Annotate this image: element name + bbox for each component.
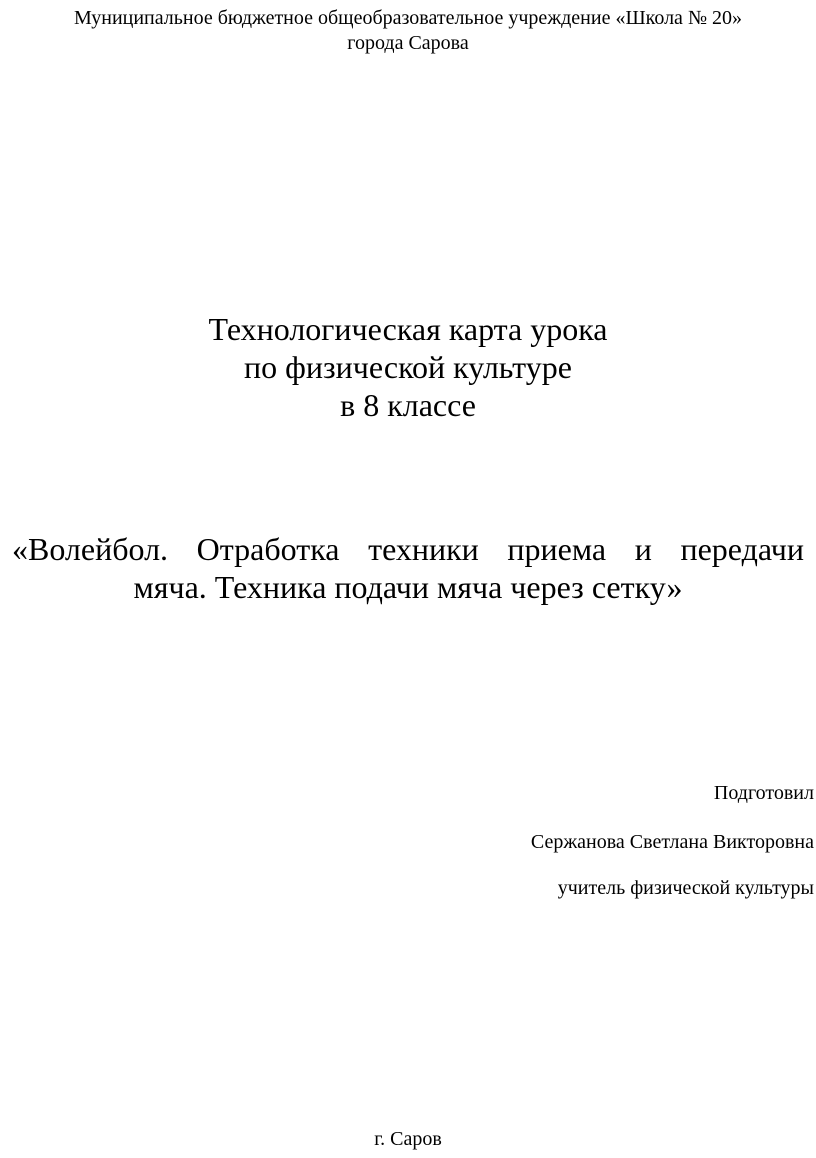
- title-line-1: Технологическая карта урока: [208, 311, 608, 347]
- document-title: [0, 310, 816, 424]
- topic-line-2: мяча. Техника подачи мяча через сетку»: [133, 569, 683, 605]
- institution-header: [0, 6, 816, 56]
- topic-line-1: «Волейбол. Отработка техники приема и передачи: [12, 531, 804, 567]
- prepared-by-label: Подготовил: [713, 782, 814, 804]
- author-role: учитель физической культуры: [557, 877, 814, 899]
- author-name: Сержанова Светлана Викторовна: [530, 831, 814, 853]
- lesson-topic: [12, 530, 804, 606]
- title-line-3: в 8 классе: [340, 387, 476, 423]
- institution-name: Муниципальное бюджетное общеобразовательное учреждение «Школа № 20»: [73, 7, 743, 29]
- city-footer: г. Саров: [374, 1128, 442, 1150]
- title-line-2: по физической культуре: [244, 349, 572, 385]
- institution-city: города Сарова: [347, 32, 469, 54]
